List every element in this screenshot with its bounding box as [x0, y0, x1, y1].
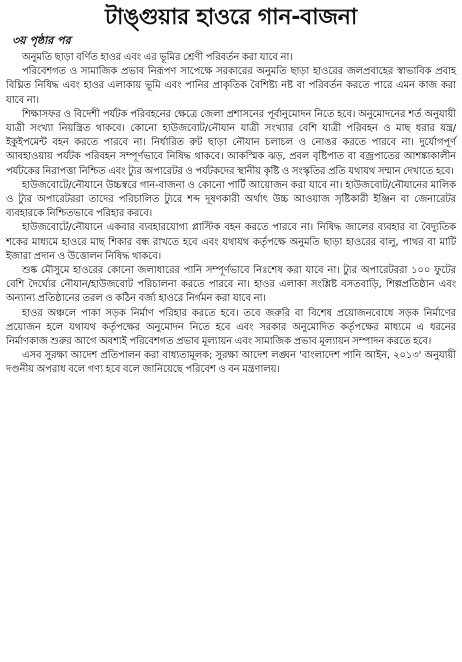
- paragraph: হাউজবোটে/নৌযানে একবার ব্যবহারযোগ্য প্লাস্টিক বহন করতে পারবে না। নিষিদ্ধ জালের ব্যবহার বা বৈদ্যুতিক শকের মাধ্যমে হাওরে মাছ শিকার বন্ধ রাখতে হবে এবং যথাযথ কর্তৃপক্ষে অনুমতি ছাড়া হাওরের বালু, পাথর বা মাটি ইজারা প্রদান ও উত্তোলন নিষিদ্ধ থাকবে।: [6, 222, 456, 262]
- article-body: [6, 51, 456, 378]
- paragraph: পরিবেশগত ও সামাজিক প্রভাব নিরূপণ সাপেক্ষে সরকারের অনুমতি ছাড়া হাওরের জলপ্রবাহের স্বাভাবিক প্রবাহ বিঘ্নিত নিষিদ্ধ এবং হাওর এলাকায় ভূমি এবং পানির প্রাকৃতিক বৈশিষ্ট্য নষ্ট বা পরিবর্তন করতে পারে এমন কাজ করা যাবে না।: [6, 66, 456, 106]
- paragraph: শুষ্ক মৌসুমে হাওরের কোনো জলাধারের পানি সম্পূর্ণভাবে নিঃশেষ করা যাবে না। ট্যুর অপারেটররা ১০০ ফুটের বেশি দৈর্ঘ্যের নৌযান/হাউজবোট পরিচালনা করতে পারবে না। হাওর এলাকা সংশ্লিষ্ট বসতবাড়ি, শিল্পপ্রতিষ্ঠান এবং অন্যান্য প্রতিষ্ঠানের তরল ও কঠিন বর্জ্য হাওরে নির্গমন করা যাবে না।: [6, 265, 456, 305]
- headline: টাঙ্গুয়ার হাওরে গান-বাজনা: [105, 5, 357, 30]
- paragraph: এসব সুরক্ষা আদেশ প্রতিপালন করা বাধ্যতামূলক; সুরক্ষা আদেশ লঙ্ঘন 'বাংলাদেশ পানি আইন, ২০১৩' অনুযায়ী দণ্ডনীয় অপরাধ বলে গণ্য হবে বলে জানিয়েছে পরিবেশ ও বন মন্ত্রণালয়।: [6, 350, 456, 376]
- paragraph: শিক্ষাসফর ও বিদেশী পর্যটক পরিবহনের ক্ষেত্রে জেলা প্রশাসনের পূর্বানুমোদন নিতে হবে। অনুমোদনের শর্ত অনুযায়ী যাত্রী সংখ্যা নিয়ন্ত্রিত থাকবে। কোনো হাউজবোট/নৌযান যাত্রী সংখ্যার বেশি যাত্রী পরিবহন ও মাছ ধরার যন্ত্র/ইকুইপমেন্ট বহন করতে পারবে না। নির্ধারিত রুট ছাড়া নৌযান চলাচল ও নোঙর করতে পারবে না। দুর্যোগপূর্ণ আবহাওয়ায় পর্যটক পরিবহন সম্পূর্ণভাবে নিষিদ্ধ থাকবে। আকস্মিক ঝড়, প্রবল বৃষ্টিপাত বা বজ্রপাতের আশঙ্কাকালীন পর্যটকের নিরাপত্তা নিশ্চিত এবং ট্যুর অপারেটর ও পর্যটকদের স্থানীয় কৃষ্টি ও সংস্কৃতির প্রতি যথাযথ সম্মান দেখাতে হবে।: [6, 108, 456, 177]
- paragraph: হাউজবোটে/নৌযানে উচ্চস্বরে গান-বাজনা ও কোনো পার্টি আয়োজন করা যাবে না। হাউজবোট/নৌযানের মালিক ও ট্যুর অপারেটররা তাদের পরিচালিত ট্যুরে শব্দ দূষণকারী অর্থাৎ উচ্চ আওয়াজ সৃষ্টিকারী ইঞ্জিন বা জেনারেটর ব্যবহারকে নিশ্চিতভাবে পরিহার করবে।: [6, 179, 456, 220]
- continued-from-label: ৩য় পৃষ্ঠার পর: [12, 34, 71, 47]
- paragraph: অনুমতি ছাড়া বর্ণিত হাওর এবং এর ভূমির শ্রেণী পরিবর্তন করা যাবে না।: [22, 52, 293, 63]
- paragraph: হাওর অঞ্চলে পাকা সড়ক নির্মাণ পরিহার করতে হবে। তবে জরুরি বা বিশেষ প্রয়োজনবোধে সড়ক নির্মাণের প্রয়োজন হলে যথাযথ কর্তৃপক্ষের অনুমোদন নিতে হবে এবং সরকার অনুমোদিত কর্তৃপক্ষের মাধ্যমে এ ধরনের নির্মাণকাজ শুরুর আগে অবশ্যই পরিবেশগত প্রভাব মূল্যায়ন এবং সামাজিক প্রভাব মূল্যায়ন সম্পাদন করতে হবে।: [6, 307, 456, 348]
